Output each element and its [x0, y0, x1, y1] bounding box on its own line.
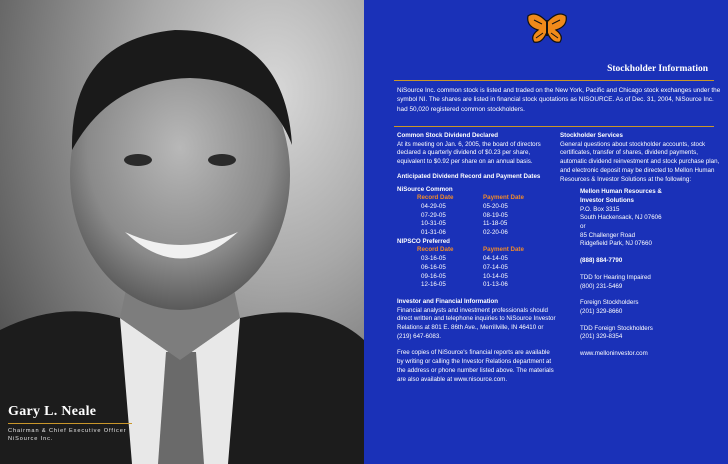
table-cell: 01-31-06	[421, 229, 446, 237]
investor-heading: Investor and Financial Information	[397, 297, 499, 305]
preferred-label: NIPSCO Preferred	[397, 237, 450, 245]
tdd-label: TDD for Hearing Impaired	[580, 273, 651, 281]
contact-block	[560, 188, 720, 359]
main-phone: (888) 884-7790	[580, 257, 623, 265]
table-cell: 04-29-05	[421, 202, 446, 210]
copies-text: Free copies of NiSource's financial reports are available by writing or calling the Investor Relations department at the address or phone number listed above. The materials are also available at www.nisource.com.	[397, 349, 554, 383]
mellon-name-line2: Investor Solutions	[580, 196, 634, 204]
table-cell: 01-13-06	[483, 281, 508, 289]
address-or: or	[580, 223, 586, 231]
table-cell: 03-16-05	[421, 255, 446, 263]
payment-date-header: Payment Date	[483, 246, 524, 254]
section-rule	[394, 126, 714, 127]
table-cell: 05-20-05	[483, 202, 508, 210]
investor-text: Financial analysts and investment professionals should direct written and telephone inquiries to NiSource Investor Relations at 801 E. 86th Ave., Merrillville, IN 46410 or (219) 647-6083.	[397, 306, 556, 340]
caption-rule	[8, 423, 132, 424]
table-cell: 11-18-05	[483, 220, 508, 228]
table-cell: 07-29-05	[421, 211, 446, 219]
mellon-name-line1: Mellon Human Resources &	[580, 188, 662, 196]
table-cell: 10-14-05	[483, 272, 508, 280]
dividend-text: At its meeting on Jan. 6, 2005, the board of directors declared a quarterly dividend of $0.23 per share, equivalent to $0.92 per share on an annual basis.	[397, 140, 541, 166]
address-line: P.O. Box 3315	[580, 205, 620, 213]
record-date-header: Record Date	[417, 194, 454, 202]
table-cell: 08-19-05	[483, 211, 508, 219]
page-title: Stockholder Information	[607, 64, 708, 74]
foreign-label: Foreign Stockholders	[580, 299, 639, 307]
tdd-foreign-label: TDD Foreign Stockholders	[580, 324, 653, 332]
record-date-header: Record Date	[417, 246, 454, 254]
table-cell: 07-14-05	[483, 263, 508, 271]
intro-paragraph: NiSource Inc. common stock is listed and traded on the New York, Pacific and Chicago stock exchanges under the symbol NI. The shares are listed in financial stock quotations as NISOURCE. As of Dec. 31, 2004, NiSource Inc. had 50,020 registered common stockholders.	[397, 87, 721, 113]
table-cell: 09-16-05	[421, 272, 446, 280]
dividend-heading: Common Stock Dividend Declared	[397, 132, 499, 139]
photo-caption	[8, 404, 132, 443]
website-link[interactable]: www.melloninvestor.com	[580, 350, 648, 358]
table-cell: 02-20-06	[483, 229, 508, 237]
left-column	[397, 132, 557, 384]
common-label: NiSource Common	[397, 185, 453, 193]
services-heading: Stockholder Services	[560, 132, 623, 139]
title-rule	[394, 80, 714, 81]
butterfly-icon	[526, 12, 568, 46]
anticipated-heading: Anticipated Dividend Record and Payment Dates	[397, 172, 541, 180]
table-cell: 10-31-05	[421, 220, 446, 228]
table-cell: 04-14-05	[483, 255, 508, 263]
stockholder-panel	[364, 0, 728, 464]
person-name: Gary L. Neale	[8, 404, 97, 419]
table-cell: 12-16-05	[421, 281, 446, 289]
right-column	[560, 132, 720, 359]
preferred-dates-table	[397, 246, 557, 290]
person-company: NiSource Inc.	[8, 436, 54, 442]
tdd-foreign-phone: (201) 329-8354	[580, 333, 623, 341]
address-line: Ridgefield Park, NJ 07660	[580, 240, 652, 248]
person-title: Chairman & Chief Executive Officer	[8, 428, 127, 434]
address-line: 85 Challenger Road	[580, 231, 636, 239]
foreign-phone: (201) 329-8660	[580, 307, 623, 315]
services-text: General questions about stockholder accounts, stock certificates, transfer of shares, dividend payments, automatic dividend reinvestment and stock purchase plan, and electronic deposit may be directed to Mellon Human Resources & Investor Solutions at the following:	[560, 140, 720, 183]
common-dates-table	[397, 194, 557, 238]
payment-date-header: Payment Date	[483, 194, 524, 202]
tdd-phone: (800) 231-5469	[580, 282, 623, 290]
address-line: South Hackensack, NJ 07606	[580, 214, 662, 222]
table-cell: 06-16-05	[421, 263, 446, 271]
